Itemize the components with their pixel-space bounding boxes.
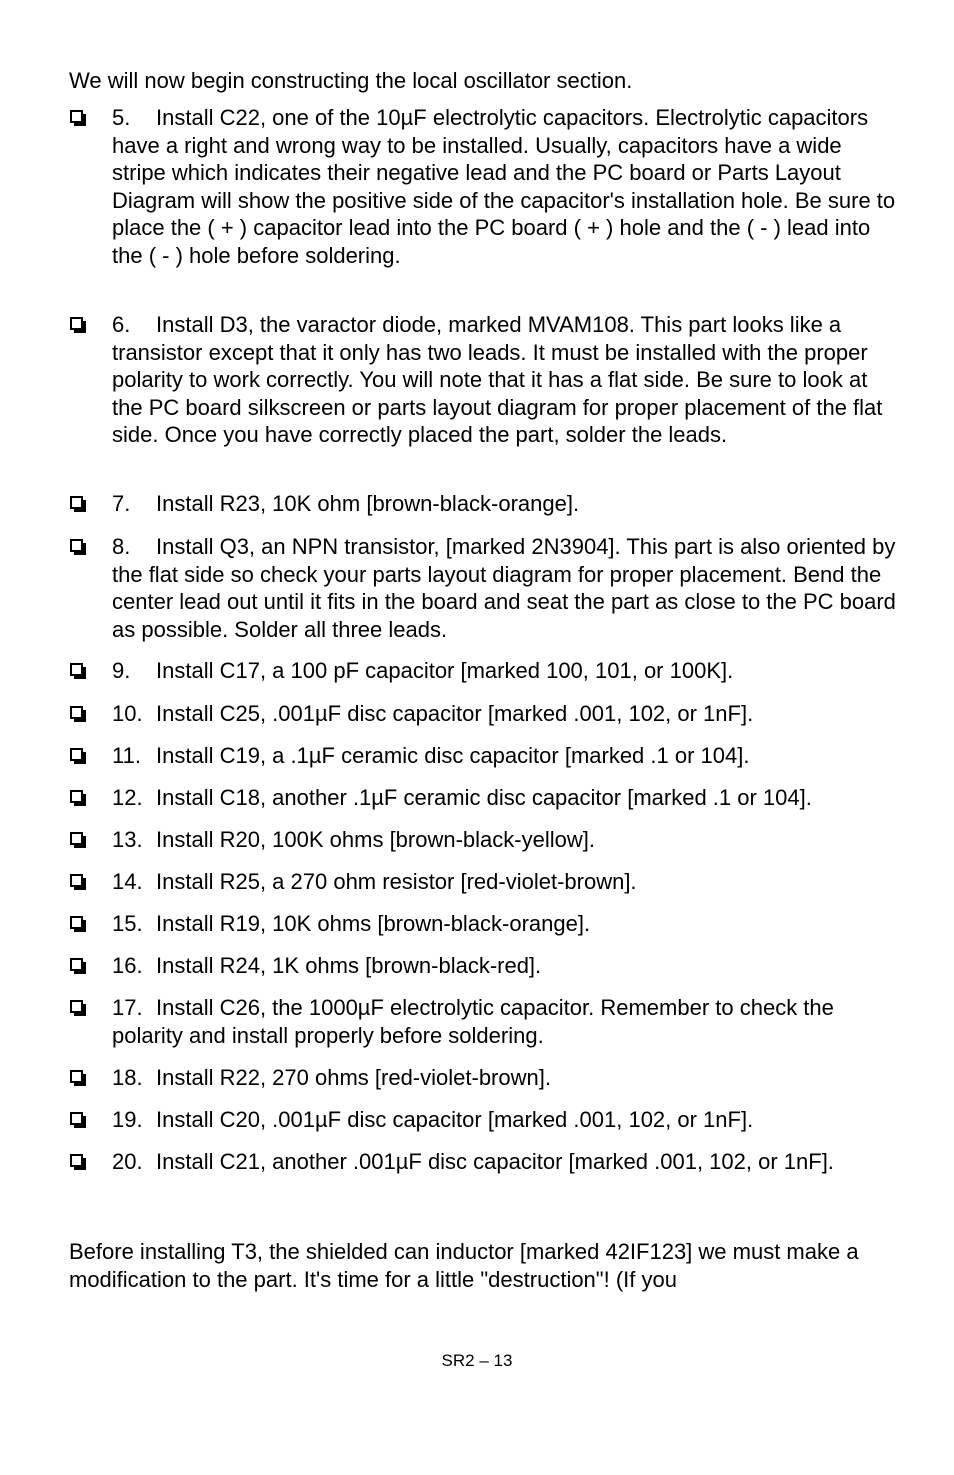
step-number: 5.: [112, 105, 131, 130]
step-number: 6.: [112, 312, 131, 337]
step-text: Install R25, a 270 ohm resistor [red-violet-brown].: [156, 869, 637, 894]
step-number: 14.: [112, 869, 143, 894]
step-text: Install C18, another .1µF ceramic disc capacitor [marked .1 or 104].: [156, 785, 812, 810]
checkbox-icon[interactable]: [70, 916, 83, 929]
closing-paragraph: Before installing T3, the shielded can inductor [marked 42IF123] we must make a modification to the part. It's time for a little "destruction"! (If you: [69, 1239, 859, 1292]
step-number: 11.: [112, 743, 141, 768]
checkbox-icon[interactable]: [70, 317, 83, 330]
step-text: Install D3, the varactor diode, marked MVAM108. This part looks like a transistor except that it only has two leads. It must be installed with the proper polarity to work correctly. You will note that it has a flat side. Be sure to look at the PC board silkscreen or parts layout diagram for proper placement of the flat side. Once you have correctly placed the part, solder the leads.: [112, 312, 883, 448]
checkbox-icon[interactable]: [70, 110, 83, 123]
checkbox-icon[interactable]: [70, 539, 83, 552]
page-footer: SR2 – 13: [441, 1351, 513, 1370]
step-number: 9.: [112, 658, 131, 683]
step-text: Install C25, .001µF disc capacitor [marked .001, 102, or 1nF].: [156, 701, 754, 726]
step-number: 15.: [112, 911, 143, 936]
checkbox-icon[interactable]: [70, 1000, 83, 1013]
step-14: [69, 868, 899, 896]
step-number: 10.: [112, 701, 143, 726]
checkbox-icon[interactable]: [70, 1154, 83, 1167]
step-7: [69, 490, 899, 518]
checkbox-icon[interactable]: [70, 748, 83, 761]
step-number: 20.: [112, 1149, 143, 1174]
step-number: 13.: [112, 827, 143, 852]
step-text: Install R22, 270 ohms [red-violet-brown].: [156, 1065, 551, 1090]
step-text: Install C22, one of the 10µF electrolytic capacitors. Electrolytic capacitors have a right and wrong way to be installed. Usually, capacitors have a wide stripe which indicates their negative lead and the PC board or Parts Layout Diagram will show the positive side of the capacitor's installation hole. Be sure to place the ( + ) capacitor lead into the PC board ( + ) hole and the ( - ) lead into the ( - ) hole before soldering.: [112, 105, 896, 268]
step-text: Install R20, 100K ohms [brown-black-yellow].: [156, 827, 595, 852]
step-text: Install Q3, an NPN transistor, [marked 2N3904]. This part is also oriented by the flat side so check your parts layout diagram for proper placement. Bend the center lead out until it fits in the board and seat the part as close to the PC board as possible. Solder all three leads.: [112, 534, 896, 642]
checkbox-icon[interactable]: [70, 958, 83, 971]
intro-text: We will now begin constructing the local oscillator section.: [69, 68, 633, 93]
checkbox-icon[interactable]: [70, 832, 83, 845]
step-number: 8.: [112, 534, 131, 559]
step-number: 18.: [112, 1065, 143, 1090]
step-text: Install R19, 10K ohms [brown-black-orange].: [156, 911, 591, 936]
step-5: [69, 104, 899, 270]
step-text: Install C21, another .001µF disc capacitor [marked .001, 102, or 1nF].: [156, 1149, 834, 1174]
step-11: [69, 742, 899, 770]
checkbox-icon[interactable]: [70, 1112, 83, 1125]
step-text: Install R23, 10K ohm [brown-black-orange].: [156, 491, 580, 516]
step-13: [69, 826, 899, 854]
checkbox-icon[interactable]: [70, 790, 83, 803]
step-number: 17.: [112, 995, 143, 1020]
checkbox-icon[interactable]: [70, 706, 83, 719]
step-text: Install C26, the 1000µF electrolytic capacitor. Remember to check the polarity and install properly before soldering.: [112, 995, 834, 1048]
step-number: 12.: [112, 785, 143, 810]
step-text: Install C19, a .1µF ceramic disc capacitor [marked .1 or 104].: [156, 743, 750, 768]
step-12: [69, 784, 899, 812]
checkbox-icon[interactable]: [70, 874, 83, 887]
step-10: [69, 700, 899, 728]
step-text: Install R24, 1K ohms [brown-black-red].: [156, 953, 542, 978]
checkbox-icon[interactable]: [70, 1070, 83, 1083]
step-18: [69, 1064, 899, 1092]
step-15: [69, 910, 899, 938]
step-17: [69, 994, 899, 1049]
checkbox-icon[interactable]: [70, 496, 83, 509]
step-text: Install C17, a 100 pF capacitor [marked 100, 101, or 100K].: [156, 658, 734, 683]
step-number: 7.: [112, 491, 131, 516]
step-8: [69, 533, 899, 643]
step-9: [69, 657, 899, 685]
step-6: [69, 311, 899, 449]
step-20: [69, 1148, 899, 1176]
step-text: Install C20, .001µF disc capacitor [marked .001, 102, or 1nF].: [156, 1107, 754, 1132]
step-16: [69, 952, 899, 980]
step-number: 19.: [112, 1107, 143, 1132]
step-19: [69, 1106, 899, 1134]
checkbox-icon[interactable]: [70, 663, 83, 676]
step-number: 16.: [112, 953, 143, 978]
